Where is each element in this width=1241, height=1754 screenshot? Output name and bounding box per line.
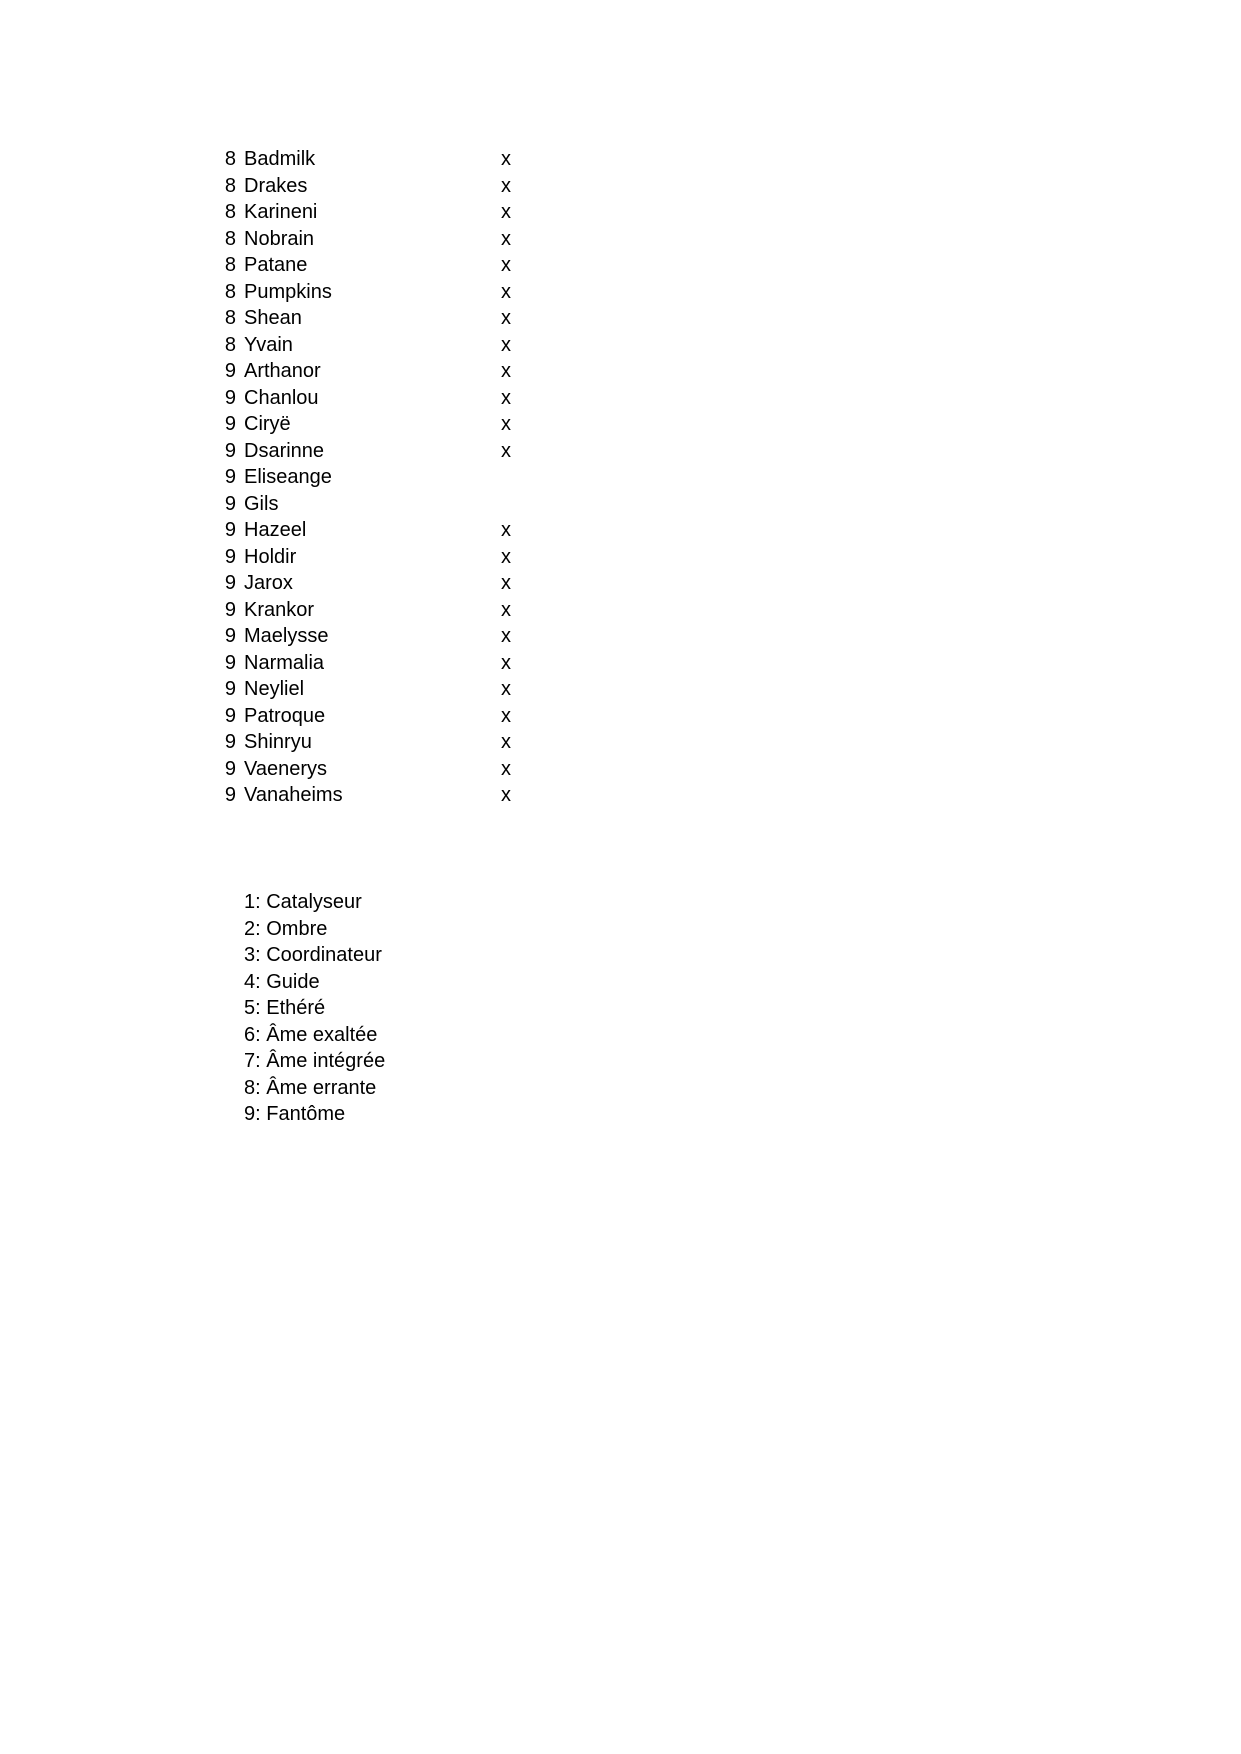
rank-cell: 9 — [224, 784, 236, 806]
rank-cell: 9 — [224, 439, 236, 462]
rank-cell: 9 — [224, 704, 236, 727]
roster-row — [218, 782, 538, 809]
mark-cell: x — [501, 307, 511, 329]
name-cell: Krankor — [244, 598, 315, 621]
rank-cell: 8 — [224, 254, 236, 276]
mark-cell: x — [501, 545, 511, 568]
name-cell: Patane — [244, 254, 308, 276]
legend-item: 5: Ethéré — [244, 997, 326, 1019]
rank-cell: 9 — [224, 731, 236, 753]
rank-cell: 9 — [224, 572, 236, 594]
mark-cell: x — [501, 731, 511, 753]
mark-cell: x — [501, 280, 511, 303]
mark-cell: x — [501, 519, 511, 541]
mark-cell: x — [501, 148, 511, 170]
name-cell: Vaenerys — [244, 757, 328, 780]
roster-row — [218, 464, 538, 491]
mark-cell: x — [501, 227, 511, 250]
mark-cell: x — [501, 254, 511, 276]
rank-cell: 9 — [224, 651, 236, 674]
roster-row — [218, 411, 538, 438]
legend-item: 2: Ombre — [244, 917, 328, 940]
mark-cell: x — [501, 201, 511, 223]
roster-row — [218, 173, 538, 200]
rank-cell: 8 — [224, 307, 236, 329]
rank-cell: 9 — [224, 492, 236, 515]
name-cell: Nobrain — [244, 227, 315, 250]
mark-cell: x — [501, 174, 511, 197]
roster-row — [218, 199, 538, 226]
mark-cell: x — [501, 598, 511, 621]
name-cell: Hazeel — [244, 519, 307, 541]
legend-item: 9: Fantôme — [244, 1103, 346, 1125]
name-cell: Ciryë — [244, 413, 291, 435]
rank-cell: 8 — [224, 280, 236, 303]
mark-cell: x — [501, 757, 511, 780]
name-cell: Chanlou — [244, 386, 319, 409]
roster-row — [218, 544, 538, 571]
roster-row — [218, 305, 538, 332]
name-cell: Narmalia — [244, 651, 325, 674]
rank-cell: 9 — [224, 360, 236, 382]
roster-row — [218, 676, 538, 703]
mark-cell: x — [501, 651, 511, 674]
legend-item: 6: Âme exaltée — [244, 1023, 378, 1046]
rank-cell: 8 — [224, 201, 236, 223]
roster-row — [218, 517, 538, 544]
legend-item: 3: Coordinateur — [244, 944, 382, 966]
roster-row — [218, 279, 538, 306]
name-cell: Jarox — [244, 572, 293, 594]
roster-row — [218, 491, 538, 518]
roster-row — [218, 358, 538, 385]
roster-row — [218, 650, 538, 677]
rank-cell: 9 — [224, 625, 236, 647]
name-cell: Shinryu — [244, 731, 312, 753]
roster-table — [218, 146, 538, 809]
name-cell: Gils — [244, 492, 279, 515]
name-cell: Pumpkins — [244, 280, 332, 303]
name-cell: Drakes — [244, 174, 308, 197]
name-cell: Neyliel — [244, 678, 305, 700]
rank-cell: 9 — [224, 757, 236, 780]
name-cell: Arthanor — [244, 360, 321, 382]
legend-item: 8: Âme errante — [244, 1076, 377, 1099]
rank-cell: 8 — [224, 148, 236, 170]
name-cell: Dsarinne — [244, 439, 325, 462]
mark-cell: x — [501, 625, 511, 647]
name-cell: Karineni — [244, 201, 318, 223]
roster-row — [218, 332, 538, 359]
roster-row — [218, 756, 538, 783]
mark-cell: x — [501, 572, 511, 594]
mark-cell: x — [501, 704, 511, 727]
name-cell: Eliseange — [244, 466, 332, 488]
legend-item: 1: Catalyseur — [244, 891, 362, 913]
mark-cell: x — [501, 413, 511, 435]
rank-legend — [244, 889, 385, 1128]
rank-cell: 9 — [224, 466, 236, 488]
rank-cell: 8 — [224, 333, 236, 356]
mark-cell: x — [501, 678, 511, 700]
roster-row — [218, 729, 538, 756]
rank-cell: 9 — [224, 598, 236, 621]
mark-cell: x — [501, 360, 511, 382]
rank-cell: 9 — [224, 678, 236, 700]
roster-row — [218, 385, 538, 412]
name-cell: Yvain — [244, 333, 293, 356]
mark-cell: x — [501, 386, 511, 409]
roster-row — [218, 226, 538, 253]
name-cell: Shean — [244, 307, 302, 329]
mark-cell: x — [501, 784, 511, 806]
roster-row — [218, 438, 538, 465]
rank-cell: 9 — [224, 386, 236, 409]
mark-cell: x — [501, 439, 511, 462]
name-cell: Badmilk — [244, 148, 316, 170]
rank-cell: 9 — [224, 545, 236, 568]
mark-cell: x — [501, 333, 511, 356]
name-cell: Holdir — [244, 545, 297, 568]
rank-cell: 9 — [224, 413, 236, 435]
name-cell: Maelysse — [244, 625, 329, 647]
roster-row — [218, 570, 538, 597]
rank-cell: 8 — [224, 174, 236, 197]
legend-item: 4: Guide — [244, 970, 320, 993]
name-cell: Vanaheims — [244, 784, 343, 806]
roster-row — [218, 597, 538, 624]
roster-row — [218, 703, 538, 730]
legend-item: 7: Âme intégrée — [244, 1050, 386, 1072]
rank-cell: 8 — [224, 227, 236, 250]
roster-row — [218, 252, 538, 279]
roster-row — [218, 623, 538, 650]
rank-cell: 9 — [224, 519, 236, 541]
name-cell: Patroque — [244, 704, 326, 727]
roster-row — [218, 146, 538, 173]
